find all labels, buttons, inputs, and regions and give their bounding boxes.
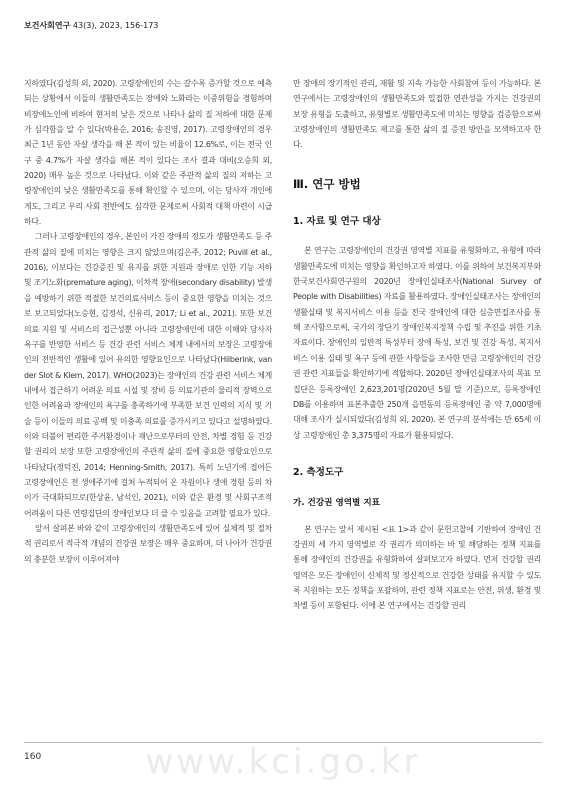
watermark: www.kci.go.kr xyxy=(145,742,421,782)
right-column xyxy=(293,76,541,614)
section-heading: Ⅲ. 연구 방법 xyxy=(293,176,361,191)
subsection-heading: 2. 측정도구 xyxy=(293,466,344,478)
paragraph: 지하였다(김성희 외, 2020). 고령장애인의 수는 갈수록 증가할 것으로 예측되는 상황에서 이들의 생활만족도는 장애와 노화라는 이중위험을 경험하며 비장애노인에 비하여 현저히 낮은 것으로 나타나 삶의 질 저하에 대한 문제가 심각함을 알 수 있다(박용순, 2016; 송진영, 2017). 고령장애인의 경우 최근 1년 동안 자살 생각을 해 본 적이 있는 비율이 12.6%로, 이는 전국 인구 중 4.7%가 자살 생각을 해본 적이 있다는 조사 결과 대비(오승희 외, 2020) 매우 높은 것으로 나타났다. 이와 같은 주관적 삶의 질의 저하는 고령장애인의 낮은 생활만족도를 통해 확인할 수 있으며, 이는 당사자 개인에게도, 그리고 우리 사회 전반에도 심각한 문제로써 사회적 대책 마련이 시급하다. xyxy=(24,79,272,227)
journal-citation: 43(3), 2023, 156-173 xyxy=(72,21,159,30)
paragraph: 본 연구는 앞서 제시된 <표 1>과 같이 문헌고찰에 기반하여 장애인 건강권의 세 가지 영역별로 각 권리가 의미하는 바 및 해당하는 정책 지표를 통해 장애인의 건강권을 유형화하여 살펴보고자 하였다. 먼저 건강할 권리 영역은 모든 장애인이 신체적 및 정신적으로 건강한 상태를 유지할 수 있도록 지원하는 모든 정책을 포괄하며, 관련 정책 지표로는 안전, 위생, 환경 및 차별 등이 포함된다. 이에 본 연구에서는 건강할 권리 xyxy=(293,524,541,611)
paragraph: 앞서 살펴본 바와 같이 고령장애인의 생활만족도에 있어 실체적 및 절차적 권리로서 적극적 개념의 건강권 보장은 매우 중요하며, 더 나아가 건강권의 충분한 보장이 이루어져야 xyxy=(24,523,272,564)
subsubsection-heading: 가. 건강권 영역별 지표 xyxy=(293,498,380,509)
left-column xyxy=(24,76,272,567)
running-header xyxy=(24,20,158,31)
paragraph: 만 장애의 장기적인 관리, 재활 및 지속 가능한 사회참여 등이 가능하다. 본 연구에서는 고령장애인의 생활만족도와 밀접한 연관성을 가지는 건강권의 보장 유형을 도출하고, 유형별로 생활만족도에 미치는 영향을 검증함으로써 고령장애인의 생활만족도 제고를 통한 삶의 질 증진 방안을 모색하고자 한다. xyxy=(293,79,541,150)
subsection-heading: 1. 자료 및 연구 대상 xyxy=(293,216,381,228)
journal-title: 보건사회연구 xyxy=(24,21,71,30)
page-number: 160 xyxy=(24,752,42,762)
paragraph: 그러나 고령장애인의 경우, 본인이 가진 장애의 정도가 생활만족도 등 주관적 삶의 질에 미치는 영향은 크지 않았으며(김은주, 2012; Puvill et al., 2016), 이보다는 건강증진 및 유지를 위한 지원과 장애로 인한 기능 저하 및 조기노화(premature aging), 이차적 장애(secondary disability) 발생을 예방하기 위한 적절한 보건의료서비스 등이 중요한 영향을 미치는 것으로 보고되었다(노승현, 김정석, 신유리, 2017; Li et al., 2021). 또한 보건의료 지원 및 서비스의 접근성뿐 아니라 고령장애인에 대한 이해와 당사자 욕구를 반영한 서비스 등 건강 관련 서비스 체계 내에서의 보장은 고령장애인의 전반적인 생활에 있어 유의한 영향요인으로 나타났다(Hilberink, van der Slot & Klem, 2017). WHO(2023)는 장애인의 건강 관련 서비스 체계 내에서 접근하기 어려운 의료 시설 및 장비 등 의료기관의 물리적 장벽으로 인한 어려움과 장애인의 욕구를 충족하기에 부족한 보건 인력의 지식 및 기술 등이 이들의 의료 공백 및 미충족 의료를 증가시키고 있다고 설명하였다. 이와 더불어 편리한 주거환경이나 재난으로부터의 안전, 차별 경험 등 건강할 권리의 보장 또한 고령장애인의 주관적 삶의 질에 중요한 영향요인으로 나타났다(정덕진, 2014; Henning-Smith, 2017). 특히 노년기에 접어든 고령장애인은 전 생애주기에 걸쳐 누적되어 온 자원이나 생애 경험 등의 차이가 극대화되므로(한상윤, 남석인, 2021), 이와 같은 환경 및 사회구조적 어려움이 다른 연령집단의 장애인보다 더 클 수 있음을 고려할 필요가 있다. xyxy=(24,232,272,518)
paragraph: 본 연구는 고령장애인의 건강권 영역별 지표를 유형화하고, 유형에 따라 생활만족도에 미치는 영향을 확인하고자 하였다. 이를 위하여 보건복지부와 한국보건사회연구원의 2020년 장애인실태조사(National Survey of People with Disabilities) 자료를 활용하였다. 장애인실태조사는 장애인의 생활실태 및 복지서비스 이용 등을 전국 장애인에 대한 심층면접조사를 통해 조사함으로써, 국가의 장단기 장애인복지정책 수립 및 추진을 위한 기초 자료이다. 장애인의 일반적 특성부터 장애 특성, 보건 및 건강 특성, 복지서비스 이용 실태 및 욕구 등에 관한 사항들을 조사한 만큼 고령장애인의 건강권 관련 지표들을 확인하기에 적합하다. 2020년 장애인실태조사의 목표 모집단은 등록장애인 2,623,201명(2020년 5월 말 기준)으로, 등록장애인 DB를 이용하여 표본추출한 250개 읍면동의 등록장애인 중 약 7,000명에 대해 조사가 실시되었다(김성희 외, 2020). 본 연구의 분석에는 만 65세 이상 고령장애인 총 3,375명의 자료가 활용되었다. xyxy=(293,246,541,440)
